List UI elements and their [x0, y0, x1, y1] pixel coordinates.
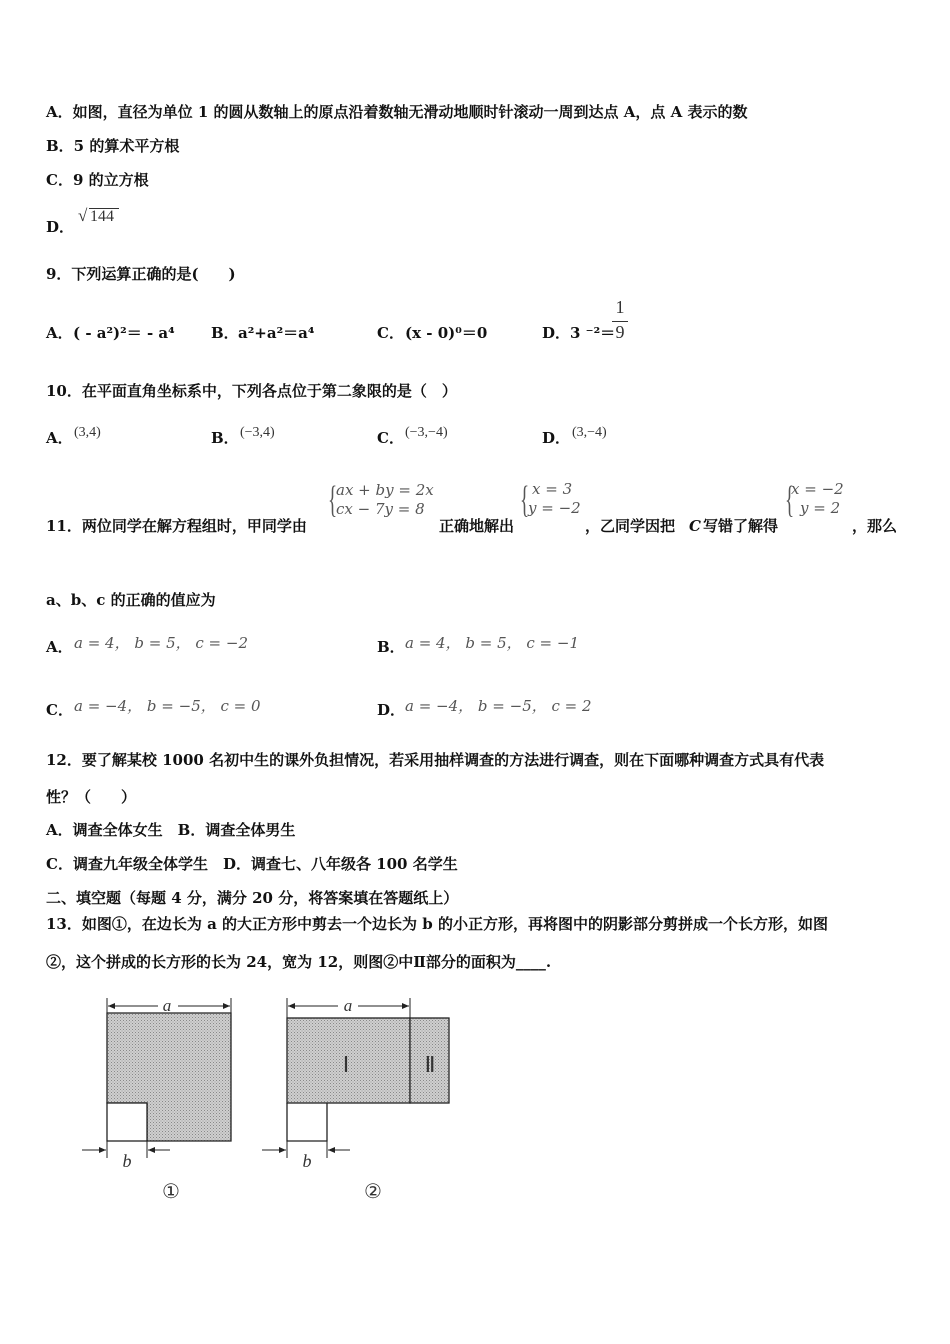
q9-option-a-label: A．	[46, 324, 73, 342]
q12-line2: 性？（ ）	[46, 788, 137, 806]
q11-solution2-x: x = −2	[791, 480, 844, 498]
q11-text-part3: ，乙同学因把	[585, 517, 676, 535]
section-heading: 二、填空题（每题 4 分，满分 20 分，将答案填在答题纸上）	[46, 889, 459, 907]
fig2-label-part2: Ⅱ	[424, 1052, 436, 1077]
q11-text-part4: 写错了解得	[703, 517, 779, 535]
brace-left-1: {	[328, 479, 338, 521]
brace-left-2: {	[520, 479, 530, 521]
q8-option-c: C．9 的立方根	[46, 171, 149, 189]
q13-line2: ②，这个拼成的长方形的长为 24，宽为 12，则图②中Ⅱ部分的面积为____.	[46, 953, 552, 971]
q11-line2: a、b、c 的正确的值应为	[46, 591, 216, 609]
figure-1	[82, 996, 231, 1203]
q9-option-d-expr: 3 ⁻²＝	[570, 324, 616, 342]
q11-variable-c: C	[689, 517, 701, 535]
q11-equation-1: ax + by = 2x	[336, 481, 434, 499]
q11-solution1-x: x = 3	[532, 480, 573, 498]
fig2-label-a: a	[343, 996, 353, 1015]
q8-option-a: A．如图，直径为单位 1 的圆从数轴上的原点沿着数轴无滑动地顺时针滚动一周到达点 A，点 A 表示的数	[46, 103, 748, 121]
q9-option-b-label: B．	[211, 324, 239, 342]
q9-fraction-denominator: 9	[615, 322, 625, 342]
arrow-left-icon	[288, 1003, 295, 1009]
q9-option-c-label: C．	[377, 324, 404, 342]
q10-option-d-value: (3,−4)	[572, 425, 607, 440]
q10-option-b-value: (−3,4)	[240, 425, 275, 440]
sqrt-sign: √	[78, 206, 88, 225]
q11-option-d-label: D．	[377, 701, 406, 719]
arrow-left-icon	[108, 1003, 115, 1009]
q8-option-b: B．5 的算术平方根	[46, 137, 180, 155]
q11-option-c-value: a = −4， b = −5， c = 0	[74, 697, 261, 715]
q10-stem: 10．在平面直角坐标系中，下列各点位于第二象限的是（ ）	[46, 382, 457, 400]
fig2-label-b: b	[302, 1151, 312, 1171]
arrow-right-icon	[402, 1003, 409, 1009]
q11-option-b-value: a = 4， b = 5， c = −1	[405, 634, 579, 652]
fig2-caption: ②	[364, 1179, 382, 1203]
q11-text-part5: ，那么	[852, 517, 898, 535]
arrow-right-icon	[279, 1147, 286, 1153]
figure-2	[262, 996, 449, 1203]
q10-option-b-label: B．	[211, 429, 239, 447]
q11-option-a-value: a = 4， b = 5， c = −2	[74, 634, 248, 652]
q10-option-a-label: A．	[46, 429, 73, 447]
q9-option-b-expr: a²+a²＝a⁴	[238, 324, 315, 342]
arrow-left-icon	[328, 1147, 335, 1153]
fig1-label-b: b	[122, 1151, 132, 1171]
q11-option-b-label: B．	[377, 638, 405, 656]
q12-options-cd: C．调查九年级全体学生 D．调查七、八年级各 100 名学生	[46, 855, 458, 873]
arrow-right-icon	[99, 1147, 106, 1153]
q9-option-d-label: D．	[542, 324, 571, 342]
q10-option-a-value: (3,4)	[74, 425, 101, 440]
q9-stem: 9．下列运算正确的是( )	[46, 265, 236, 283]
q10-option-c-value: (−3,−4)	[405, 425, 448, 440]
q11-option-d-value: a = −4， b = −5， c = 2	[405, 697, 592, 715]
arrow-right-icon	[223, 1003, 230, 1009]
q11-text-part1: 11．两位同学在解方程组时，甲同学由	[46, 517, 307, 535]
q8-option-d-label: D．	[46, 218, 75, 236]
q9-fraction-numerator: 1	[615, 297, 625, 317]
q10-option-c-label: C．	[377, 429, 404, 447]
q12-options-ab: A．调查全体女生 B．调查全体男生	[46, 821, 296, 839]
q13-line1: 13．如图①，在边长为 a 的大正方形中剪去一个边长为 b 的小正方形，再将图中的阴影部分剪拼成一个长方形，如图	[46, 915, 828, 933]
q11-solution1-y: y = −2	[528, 499, 581, 517]
fig2-bottom-square	[287, 1103, 327, 1141]
q9-option-c-expr: (x - 0)⁰＝0	[405, 324, 488, 342]
q11-solution2-y: y = 2	[800, 499, 841, 517]
arrow-left-icon	[148, 1147, 155, 1153]
q11-option-c-label: C．	[46, 701, 73, 719]
q11-equation-2: cx − 7y = 8	[336, 500, 425, 518]
fig2-label-part1: Ⅰ	[342, 1052, 350, 1077]
fig1-label-a: a	[162, 996, 172, 1015]
brace-left-3: {	[785, 479, 795, 521]
q10-option-d-label: D．	[542, 429, 571, 447]
q11-option-a-label: A．	[46, 638, 73, 656]
fig1-caption: ①	[162, 1179, 180, 1203]
q12-line1: 12．要了解某校 1000 名初中生的课外负担情况，若采用抽样调查的方法进行调查，则在下面哪种调查方式具有代表	[46, 751, 825, 769]
fig1-cut-square	[107, 1103, 147, 1141]
q9-option-a-expr: ( - a²)²＝ - a⁴	[73, 324, 175, 342]
q13-figure	[0, 990, 500, 1210]
q11-text-part2: 正确地解出	[439, 517, 515, 535]
q8-option-d-radicand: 144	[90, 208, 114, 225]
